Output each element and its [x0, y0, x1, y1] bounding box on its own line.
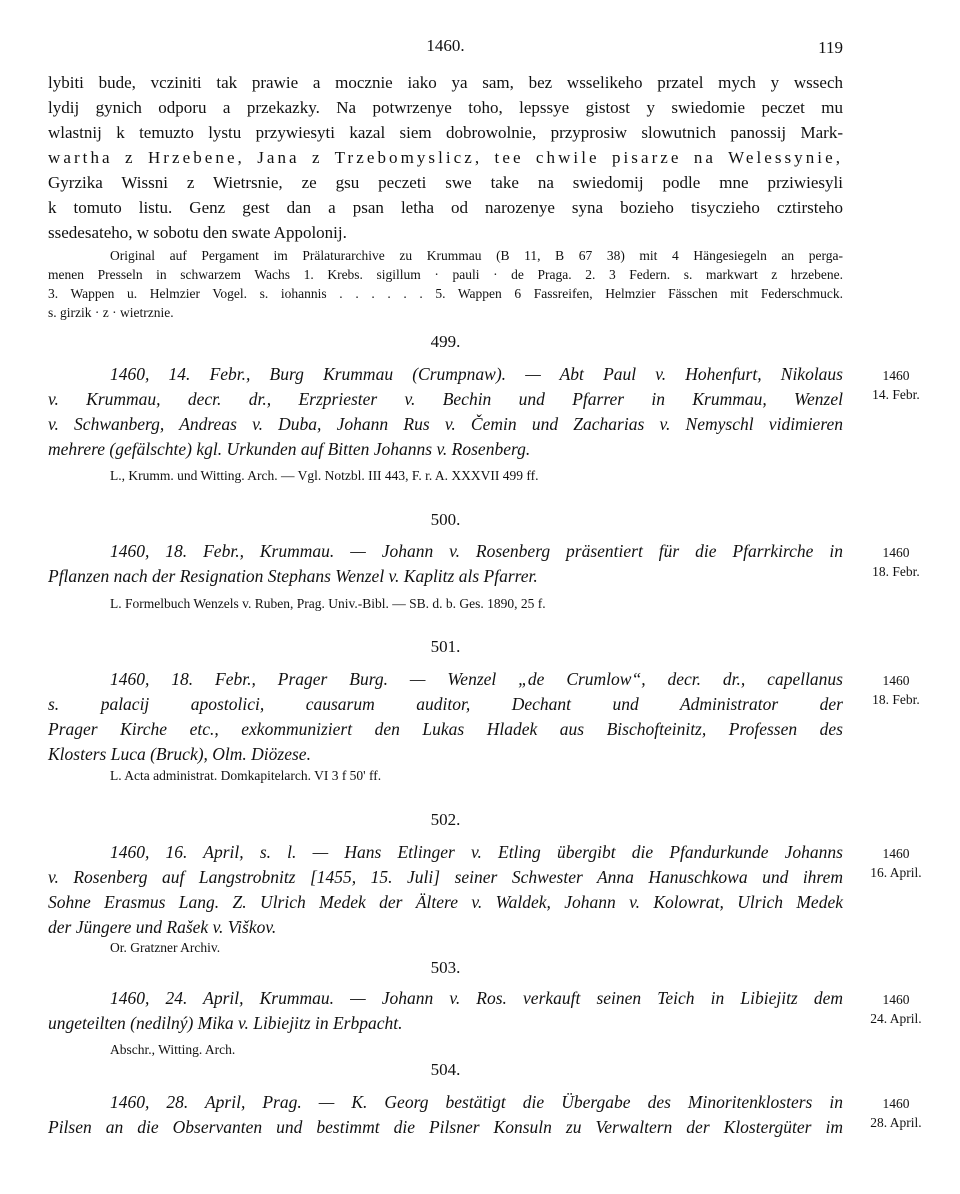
margin-year: 1460 [882, 545, 910, 560]
running-head-year: 1460. [426, 36, 465, 55]
regest-line: Sohne Erasmus Lang. Z. Ulrich Medek der Ältere v. Waldek, Johann v. Kolowrat, Ulrich Medek [48, 892, 843, 912]
margin-date [866, 844, 926, 882]
margin-day: 28. April. [870, 1115, 922, 1130]
regest-line: 1460, 14. Febr., Burg Krummau (Crumpnaw). — Abt Paul v. Hohenfurt, Nikolaus [110, 364, 843, 384]
regest-line: mehrere (gefälschte) kgl. Urkunden auf Bitten Johanns v. Rosenberg. [48, 439, 531, 459]
charter-note [48, 246, 843, 322]
note-line: Original auf Pergament im Prälaturarchive zu Krummau (B 11, B 67 38) mit 4 Hängesiegeln an perga- [110, 248, 843, 263]
regest-line: Pflanzen nach der Resignation Stephans Wenzel v. Kaplitz als Pfarrer. [48, 566, 538, 586]
entry-source: Or. Gratzner Archiv. [110, 940, 221, 955]
entry-number: 500. [430, 510, 461, 529]
regest-line: v. Rosenberg auf Langstrobnitz [1455, 15. Juli] seiner Schwester Anna Hanuschkowa und ihrem [48, 867, 843, 887]
margin-date [866, 990, 926, 1028]
entry-source: L. Formelbuch Wenzels v. Ruben, Prag. Univ.-Bibl. — SB. d. b. Ges. 1890, 25 f. [110, 596, 546, 611]
page-header [48, 36, 843, 58]
margin-year: 1460 [882, 1096, 910, 1111]
entry-source: L., Krumm. und Witting. Arch. — Vgl. Notzbl. III 443, F. r. A. XXXVII 499 ff. [110, 468, 539, 483]
page-number: 119 [818, 38, 843, 57]
note-line: 3. Wappen u. Helmzier Vogel. s. iohannis . . . . . . 5. Wappen 6 Fassreifen, Helmzier Fässchen mit Federschmuck. [48, 286, 843, 301]
margin-day: 14. Febr. [872, 387, 920, 402]
margin-day: 24. April. [870, 1011, 922, 1026]
regest-entry [48, 539, 843, 589]
text-line: lydij gynich odporu a przekazky. Na potwrzenye toho, lepssye gistost y swiedomie peczet mu [48, 98, 843, 117]
regest-line: Prager Kirche etc., exkommuniziert den Lukas Hladek aus Bischofteinitz, Professen des [48, 719, 843, 739]
margin-year: 1460 [882, 368, 910, 383]
charter-text [48, 70, 843, 245]
regest-line: 1460, 24. April, Krummau. — Johann v. Ros. verkauft seinen Teich in Libiejitz dem [110, 988, 843, 1008]
margin-year: 1460 [882, 846, 910, 861]
entry-number: 504. [430, 1060, 461, 1079]
regest-line: ungeteilten (nedilný) Mika v. Libiejitz in Erbpacht. [48, 1013, 403, 1033]
margin-date [866, 366, 926, 404]
text-line: Gyrzika Wissni z Wietrsnie, ze gsu peczeti swe take na swiedomij podle mne prziwiesyli [48, 173, 843, 192]
text-line: wartha z Hrzebene, Jana z Trzebomyslicz, tee chwile pisarze na Welessynie, [48, 148, 843, 167]
regest-entry [48, 1090, 843, 1140]
text-line: lybiti bude, vcziniti tak prawie a mocznie iako ya sam, bez wsselikeho przatel mych y wssech [48, 73, 843, 92]
text-line: wlastnij k temuzto lystu przywiesyti kazal siem dobrowolnie, przyprosiw slowutnich panossij Mark- [48, 123, 843, 142]
margin-day: 18. Febr. [872, 564, 920, 579]
margin-date [866, 671, 926, 709]
text-line: ssedesateho, w sobotu den swate Appolonij. [48, 223, 347, 242]
entry-number: 501. [430, 637, 461, 656]
regest-entry [48, 667, 843, 767]
entry-source: L. Acta administrat. Domkapitelarch. VI 3 f 50' ff. [110, 768, 382, 783]
margin-day: 18. Febr. [872, 692, 920, 707]
regest-line: v. Schwanberg, Andreas v. Duba, Johann Rus v. Čemin und Zacharias v. Nemyschl vidimieren [48, 414, 843, 434]
regest-entry [48, 362, 843, 462]
entry-number: 503. [430, 958, 461, 977]
regest-line: Klosters Luca (Bruck), Olm. Diözese. [48, 744, 311, 764]
regest-line: s. palacij apostolici, causarum auditor, Dechant und Administrator der [48, 694, 843, 714]
margin-date [866, 1094, 926, 1132]
regest-line: der Jüngere und Rašek v. Viškov. [48, 917, 277, 937]
regest-entry [48, 986, 843, 1036]
margin-year: 1460 [882, 673, 910, 688]
regest-line: 1460, 16. April, s. l. — Hans Etlinger v. Etling übergibt die Pfandurkunde Johanns [110, 842, 843, 862]
entry-number: 499. [430, 332, 461, 351]
regest-line: v. Krummau, decr. dr., Erzpriester v. Bechin und Pfarrer in Krummau, Wenzel [48, 389, 843, 409]
regest-line: 1460, 18. Febr., Krummau. — Johann v. Rosenberg präsentiert für die Pfarrkirche in [110, 541, 843, 561]
note-line: s. girzik · z · wietrznie. [48, 305, 174, 320]
regest-line: Pilsen an die Observanten und bestimmt die Pilsner Konsuln zu Verwaltern der Klostergüter im [48, 1117, 843, 1137]
margin-date [866, 543, 926, 581]
regest-entry [48, 840, 843, 940]
entry-number: 502. [430, 810, 461, 829]
margin-year: 1460 [882, 992, 910, 1007]
text-line: k tomuto listu. Genz gest dan a psan letha od narozenye syna bozieho tisyczieho cztirsteho [48, 198, 843, 217]
regest-line: 1460, 28. April, Prag. — K. Georg bestätigt die Übergabe des Minoritenklosters in [110, 1092, 843, 1112]
entry-source: Abschr., Witting. Arch. [110, 1042, 236, 1057]
margin-day: 16. April. [870, 865, 922, 880]
note-line: menen Presseln in schwarzem Wachs 1. Krebs. sigillum · pauli · de Praga. 2. 3 Federn. s. markwart z hrzebene. [48, 267, 843, 282]
regest-line: 1460, 18. Febr., Prager Burg. — Wenzel „de Crumlow“, decr. dr., capellanus [110, 669, 843, 689]
